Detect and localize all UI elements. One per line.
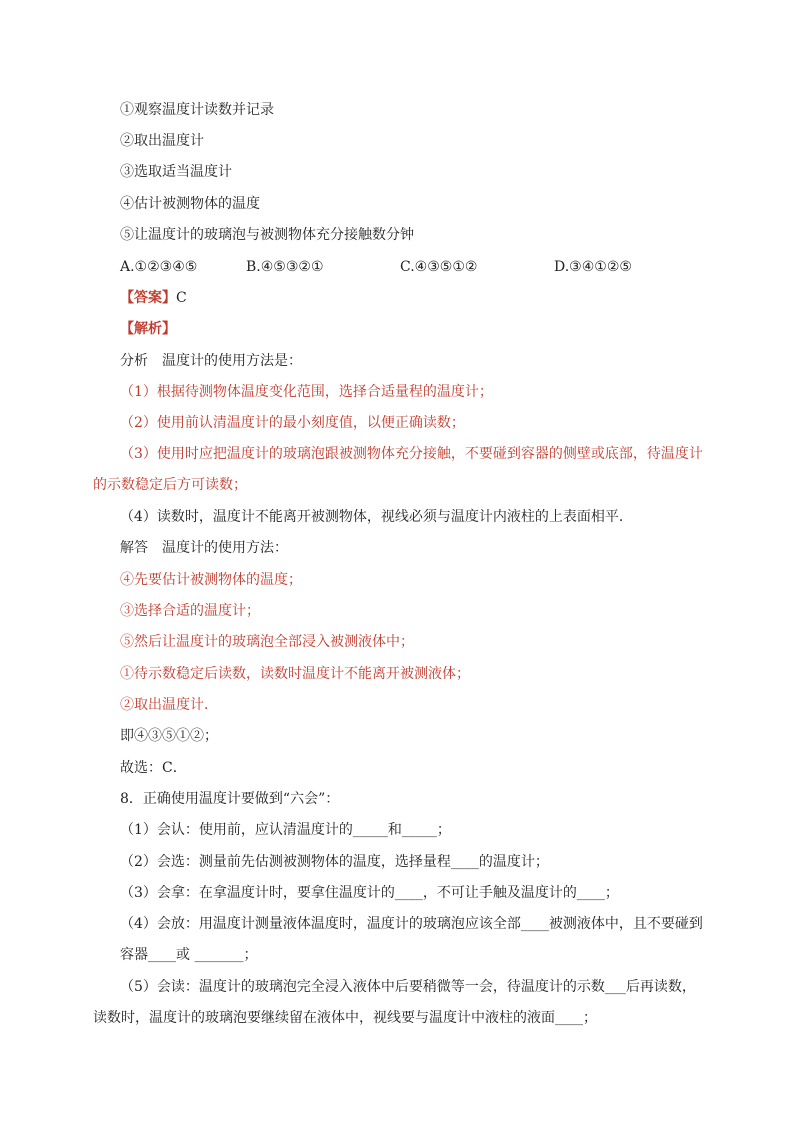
solution-step-5: ②取出温度计． — [120, 697, 218, 713]
solution-step-1: ④先要估计被测物体的温度； — [120, 572, 302, 588]
solution-step-3: ⑤然后让温度计的玻璃泡全部浸入被测液体中； — [120, 634, 414, 650]
solution-intro: 解答 温度计的使用方法： — [120, 540, 288, 556]
question-8-item-4a: （4）会放：用温度计测量液体温度时，温度计的玻璃泡应该全部____被测液体中，且不要碰到 — [120, 916, 703, 932]
step-1: ①观察温度计读数并记录 — [120, 102, 274, 118]
solution-step-4: ①待示数稳定后读数，读数时温度计不能离开被测液体； — [120, 666, 470, 682]
answer-value: C — [176, 290, 187, 306]
question-8-item-1: （1）会认：使用前，应认清温度计的_____和_____； — [120, 822, 451, 838]
step-3: ③选取适当温度计 — [120, 164, 232, 180]
answer-line — [120, 288, 187, 308]
analysis-point-3a: （3）使用时应把温度计的玻璃泡跟被测物体充分接触，不要碰到容器的侧壁或底部，待温度计 — [120, 446, 703, 462]
step-4: ④估计被测物体的温度 — [120, 196, 260, 212]
option-c: C.④③⑤①② — [400, 259, 478, 275]
analysis-point-2: （2）使用前认清温度计的最小刻度值，以便正确读数； — [120, 415, 465, 431]
question-8-item-3: （3）会拿：在拿温度计时，要拿住温度计的____，不可让手触及温度计的____； — [120, 885, 619, 901]
solution-order: 即④③⑤①②； — [120, 728, 218, 744]
analysis-point-1: （1）根据待测物体温度变化范围，选择合适量程的温度计； — [120, 384, 493, 400]
option-b: B.④⑤③②① — [246, 259, 324, 275]
option-a: A.①②③④⑤ — [120, 259, 198, 275]
step-2: ②取出温度计 — [120, 133, 204, 149]
question-8-item-2: （2）会选：测量前先估测被测物体的温度，选择量程____的温度计； — [120, 854, 549, 870]
step-5: ⑤让温度计的玻璃泡与被测物体充分接触数分钟 — [120, 227, 414, 243]
answer-label: 【答案】 — [120, 290, 176, 306]
question-8-item-5b: 读数时，温度计的玻璃泡要继续留在液体中，视线要与温度计中液柱的液面____； — [93, 1010, 597, 1026]
analysis-label: 【解析】 — [120, 321, 176, 337]
analysis-intro: 分析 温度计的使用方法是： — [120, 353, 302, 369]
solution-choice: 故选：C． — [120, 760, 187, 776]
analysis-point-4: （4）读数时，温度计不能离开被测物体，视线必须与温度计内液柱的上表面相平． — [120, 509, 633, 525]
analysis-point-3b: 的示数稳定后方可读数； — [93, 477, 247, 493]
option-d: D.③④①②⑤ — [554, 259, 632, 275]
question-8-item-5a: （5）会读：温度计的玻璃泡完全浸入液体中后要稍微等一会，待温度计的示数___后再读数， — [120, 979, 696, 995]
question-8-title: 8．正确使用温度计要做到“六会”： — [120, 791, 340, 807]
question-8-item-4b: 容器____或 _______； — [120, 947, 258, 963]
solution-step-2: ③选择合适的温度计； — [120, 603, 260, 619]
